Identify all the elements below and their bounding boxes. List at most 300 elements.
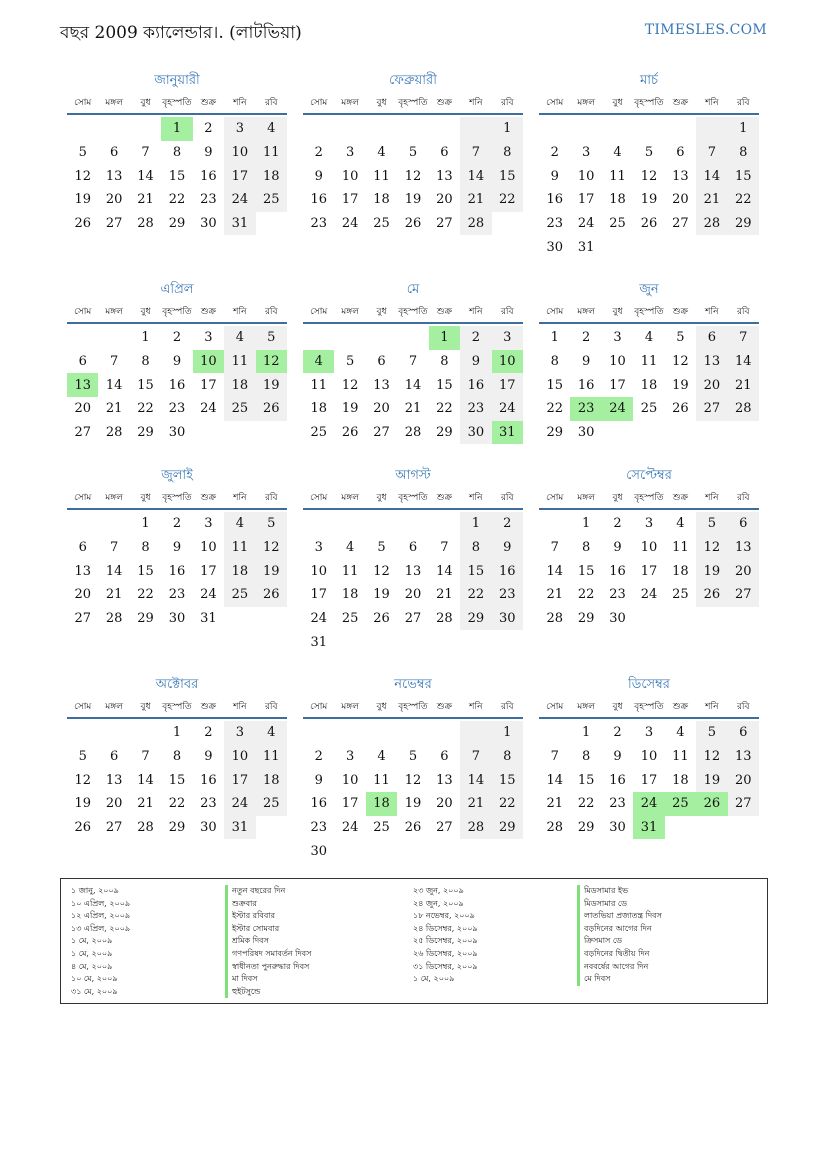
day-cell: 6 <box>728 512 759 536</box>
day-cell: 3 <box>644 725 654 741</box>
holiday-name: হুইটসুন্ডে <box>225 986 311 999</box>
weekday-label: মঙ্গল <box>577 702 595 712</box>
day-cell: 9 <box>581 354 591 370</box>
day-cell: 3 <box>345 145 355 161</box>
day-cell: 17 <box>200 377 217 393</box>
weekday-label: বৃহস্পতি <box>634 98 664 108</box>
day-cell: 25 <box>373 820 390 836</box>
day-cell: 7 <box>408 354 418 370</box>
empty-day-cell <box>539 721 570 745</box>
weekday-label: রবি <box>736 493 750 503</box>
day-cell: 8 <box>141 540 150 556</box>
weekday-label: শনি <box>705 493 719 503</box>
weekday-label: রবি <box>500 702 514 712</box>
day-cell: 19 <box>256 373 287 397</box>
day-cell: 6 <box>440 749 449 765</box>
holiday-name: মা দিবস <box>225 973 311 986</box>
weekday-label: মঙ্গল <box>341 98 359 108</box>
weekday-label: শনি <box>705 702 719 712</box>
day-grid <box>67 512 287 630</box>
empty-day-cell <box>397 326 428 350</box>
day-cell: 28 <box>460 212 491 236</box>
empty-day-cell <box>539 117 570 141</box>
day-cell: 16 <box>168 563 186 579</box>
day-cell: 26 <box>696 792 727 816</box>
month-name: মার্চ <box>639 73 658 88</box>
day-cell: 14 <box>728 350 759 374</box>
day-cell: 30 <box>577 425 595 441</box>
day-cell: 1 <box>429 326 460 350</box>
month-block <box>539 277 759 444</box>
day-cell: 27 <box>404 611 422 627</box>
day-cell: 1 <box>460 512 491 536</box>
weekday-label: মঙ্গল <box>105 307 123 317</box>
day-cell: 11 <box>341 563 359 579</box>
day-cell: 9 <box>204 145 213 161</box>
day-cell: 18 <box>640 377 658 393</box>
day-cell: 4 <box>224 326 255 350</box>
day-cell: 4 <box>676 516 685 532</box>
month-name: জুন <box>639 282 659 297</box>
day-cell: 14 <box>460 768 491 792</box>
day-cell: 29 <box>137 425 154 441</box>
weekday-label: মঙ্গল <box>105 98 123 108</box>
day-cell: 1 <box>492 117 523 141</box>
empty-day-cell <box>98 117 129 141</box>
weekday-label: শনি <box>705 98 719 108</box>
day-cell: 15 <box>168 168 186 184</box>
day-cell: 25 <box>609 216 626 232</box>
empty-day-cell <box>98 721 129 745</box>
day-cell: 11 <box>256 141 287 165</box>
day-cell: 30 <box>168 611 186 627</box>
day-cell: 28 <box>728 397 759 421</box>
day-cell: 27 <box>74 425 91 441</box>
day-cell: 16 <box>609 563 626 579</box>
day-cell: 15 <box>460 559 491 583</box>
empty-day-cell <box>366 117 397 141</box>
day-cell: 2 <box>550 145 559 161</box>
day-cell: 16 <box>577 377 595 393</box>
day-cell: 16 <box>200 772 217 788</box>
empty-day-cell <box>397 512 428 536</box>
day-cell: 29 <box>728 212 759 236</box>
day-cell: 24 <box>633 792 664 816</box>
day-cell: 20 <box>696 373 727 397</box>
day-cell: 15 <box>546 377 563 393</box>
weekday-header <box>303 698 523 719</box>
day-cell: 17 <box>310 587 327 603</box>
day-cell: 17 <box>492 373 523 397</box>
day-cell: 19 <box>404 796 422 812</box>
day-cell: 24 <box>577 216 595 232</box>
holiday-name: ইস্টার সোমবার <box>225 923 311 936</box>
day-cell: 6 <box>696 326 727 350</box>
day-cell: 2 <box>613 725 622 741</box>
holiday-date: ১ মে, ২০০৯ <box>413 974 455 984</box>
day-cell: 19 <box>341 401 359 417</box>
day-grid <box>303 512 523 654</box>
month-block <box>303 277 523 444</box>
holiday-name: মে দিবস <box>577 973 662 986</box>
empty-day-cell <box>303 721 334 745</box>
weekday-label: রবি <box>736 702 750 712</box>
day-cell: 8 <box>172 749 182 765</box>
day-cell: 19 <box>404 192 422 208</box>
holiday-date: ৩১ ডিসেম্বর, ২০০৯ <box>413 961 478 971</box>
day-cell: 17 <box>609 377 626 393</box>
weekday-label: শুক্র <box>436 493 453 503</box>
day-cell: 28 <box>460 816 491 840</box>
day-cell: 26 <box>404 820 422 836</box>
day-cell: 25 <box>224 583 255 607</box>
day-cell: 8 <box>492 745 523 769</box>
day-cell: 1 <box>581 725 591 741</box>
month-block <box>67 68 287 235</box>
day-cell: 31 <box>224 816 255 840</box>
day-cell: 30 <box>460 421 491 445</box>
weekday-label: বৃহস্পতি <box>398 493 428 503</box>
day-cell: 27 <box>672 216 689 232</box>
day-cell: 22 <box>168 192 186 208</box>
day-cell: 8 <box>581 540 591 556</box>
day-cell: 22 <box>168 796 186 812</box>
weekday-label: সোম <box>310 493 328 503</box>
day-cell: 5 <box>256 326 287 350</box>
day-cell: 13 <box>74 563 91 579</box>
day-cell: 6 <box>377 354 386 370</box>
holiday-date: ১০ এপ্রিল, ২০০৯ <box>71 898 131 908</box>
day-cell: 20 <box>74 587 91 603</box>
day-cell: 12 <box>404 772 422 788</box>
month-block <box>539 463 759 630</box>
weekday-label: বুধ <box>612 98 623 108</box>
weekday-label: বুধ <box>140 98 151 108</box>
empty-day-cell <box>98 326 129 350</box>
empty-day-cell <box>303 326 334 350</box>
weekday-label: সোম <box>74 493 92 503</box>
day-cell: 19 <box>74 796 91 812</box>
weekday-label: মঙ্গল <box>577 307 595 317</box>
day-cell: 13 <box>105 772 123 788</box>
day-cell: 22 <box>492 792 523 816</box>
weekday-label: শনি <box>469 702 483 712</box>
day-cell: 25 <box>672 587 689 603</box>
day-grid <box>67 326 287 444</box>
day-cell: 11 <box>609 168 626 184</box>
day-cell: 3 <box>345 749 355 765</box>
weekday-label: বৃহস্পতি <box>398 98 428 108</box>
weekday-label: রবি <box>500 307 514 317</box>
day-cell: 14 <box>137 772 154 788</box>
day-cell: 18 <box>310 401 327 417</box>
day-cell: 12 <box>373 563 390 579</box>
day-cell: 8 <box>440 354 449 370</box>
day-cell: 7 <box>460 745 491 769</box>
day-cell: 9 <box>314 168 323 184</box>
day-cell: 10 <box>640 540 658 556</box>
day-cell: 6 <box>408 540 418 556</box>
day-cell: 20 <box>105 192 123 208</box>
day-cell: 30 <box>492 607 523 631</box>
day-cell: 13 <box>105 168 123 184</box>
weekday-header <box>67 303 287 324</box>
weekday-label: রবি <box>500 493 514 503</box>
day-cell: 23 <box>310 820 327 836</box>
day-cell: 22 <box>577 796 595 812</box>
day-cell: 23 <box>609 587 626 603</box>
day-cell: 20 <box>74 401 91 417</box>
weekday-label: সোম <box>74 307 92 317</box>
weekday-label: শুক্র <box>672 493 689 503</box>
day-cell: 22 <box>546 401 563 417</box>
day-cell: 3 <box>644 516 654 532</box>
empty-day-cell <box>460 721 491 745</box>
day-cell: 9 <box>492 536 523 560</box>
day-cell: 4 <box>644 330 654 346</box>
weekday-header <box>67 489 287 510</box>
day-cell: 18 <box>224 559 255 583</box>
day-cell: 1 <box>172 725 182 741</box>
day-cell: 24 <box>310 611 327 627</box>
day-cell: 29 <box>492 816 523 840</box>
day-cell: 28 <box>137 216 154 232</box>
day-cell: 5 <box>696 721 727 745</box>
day-cell: 6 <box>676 145 685 161</box>
holiday-date: ১৩ এপ্রিল, ২০০৯ <box>71 923 131 933</box>
weekday-label: মঙ্গল <box>341 702 359 712</box>
day-cell: 5 <box>408 749 418 765</box>
day-cell: 16 <box>546 192 563 208</box>
day-cell: 7 <box>550 540 559 556</box>
day-cell: 29 <box>460 607 491 631</box>
day-cell: 21 <box>460 188 491 212</box>
day-cell: 13 <box>696 350 727 374</box>
weekday-label: বুধ <box>376 493 387 503</box>
day-cell: 7 <box>728 326 759 350</box>
day-cell: 10 <box>492 350 523 374</box>
empty-day-cell <box>429 721 460 745</box>
weekday-label: বুধ <box>140 702 151 712</box>
weekday-label: মঙ্গল <box>577 493 595 503</box>
day-cell: 4 <box>256 117 287 141</box>
day-cell: 20 <box>728 559 759 583</box>
day-grid <box>303 721 523 863</box>
weekday-label: সোম <box>546 307 564 317</box>
weekday-label: শনি <box>233 98 247 108</box>
day-cell: 31 <box>577 239 595 255</box>
holiday-date: ২৬ ডিসেম্বর, ২০০৯ <box>413 948 478 958</box>
day-cell: 30 <box>200 820 217 836</box>
weekday-label: সোম <box>310 98 328 108</box>
day-cell: 9 <box>204 749 213 765</box>
month-block <box>303 463 523 654</box>
day-cell: 22 <box>137 587 154 603</box>
day-cell: 14 <box>105 563 123 579</box>
day-cell: 26 <box>373 611 390 627</box>
holiday-name: গণপরিষদ সমাবর্তন দিবস <box>225 948 311 961</box>
day-cell: 9 <box>550 168 559 184</box>
day-cell: 21 <box>436 587 453 603</box>
weekday-label: শুক্র <box>672 702 689 712</box>
day-cell: 29 <box>436 425 453 441</box>
weekday-label: বুধ <box>140 307 151 317</box>
weekday-header <box>67 94 287 115</box>
day-cell: 20 <box>436 192 453 208</box>
weekday-header <box>539 489 759 510</box>
day-cell: 23 <box>460 397 491 421</box>
empty-day-cell <box>696 117 727 141</box>
day-cell: 12 <box>696 536 727 560</box>
day-cell: 25 <box>256 792 287 816</box>
holiday-date: ৪ মে, ২০০৯ <box>71 961 113 971</box>
day-cell: 24 <box>640 587 658 603</box>
day-cell: 18 <box>373 192 390 208</box>
day-cell: 17 <box>224 164 255 188</box>
day-cell: 26 <box>341 425 359 441</box>
day-cell: 23 <box>200 796 217 812</box>
empty-day-cell <box>429 117 460 141</box>
day-cell: 19 <box>672 377 689 393</box>
weekday-header <box>303 303 523 324</box>
day-cell: 19 <box>640 192 658 208</box>
day-cell: 12 <box>256 350 287 374</box>
day-cell: 25 <box>224 397 255 421</box>
day-cell: 9 <box>172 354 182 370</box>
day-grid <box>539 721 759 839</box>
weekday-label: সোম <box>546 98 564 108</box>
day-cell: 15 <box>728 164 759 188</box>
weekday-label: শুক্র <box>200 493 217 503</box>
day-cell: 23 <box>168 587 186 603</box>
day-cell: 2 <box>460 326 491 350</box>
day-cell: 22 <box>577 587 595 603</box>
day-cell: 3 <box>492 326 523 350</box>
day-cell: 12 <box>256 536 287 560</box>
day-cell: 6 <box>78 540 87 556</box>
month-block <box>67 463 287 630</box>
day-cell: 16 <box>168 377 186 393</box>
day-cell: 31 <box>633 816 664 840</box>
day-cell: 3 <box>314 540 323 556</box>
day-cell: 21 <box>546 796 563 812</box>
day-cell: 29 <box>168 216 186 232</box>
day-cell: 20 <box>436 796 453 812</box>
day-cell: 7 <box>460 141 491 165</box>
day-cell: 13 <box>436 772 453 788</box>
weekday-label: সোম <box>546 493 564 503</box>
day-cell: 16 <box>310 192 327 208</box>
day-cell: 3 <box>581 145 591 161</box>
month-name: সেপ্টেম্বর <box>626 468 672 483</box>
empty-day-cell <box>303 512 334 536</box>
day-cell: 14 <box>546 772 563 788</box>
day-cell: 2 <box>172 330 182 346</box>
day-cell: 11 <box>640 354 658 370</box>
day-cell: 19 <box>256 559 287 583</box>
day-cell: 24 <box>492 397 523 421</box>
month-name: অক্টোবর <box>155 677 199 692</box>
day-cell: 6 <box>78 354 87 370</box>
weekday-label: শুক্র <box>200 307 217 317</box>
day-cell: 27 <box>696 397 727 421</box>
day-cell: 22 <box>436 401 453 417</box>
day-grid <box>67 721 287 839</box>
day-cell: 5 <box>644 145 654 161</box>
day-cell: 10 <box>224 141 255 165</box>
day-grid <box>303 326 523 444</box>
holiday-name: মিডসামার ডে <box>577 898 662 911</box>
day-cell: 17 <box>577 192 595 208</box>
day-cell: 5 <box>676 330 685 346</box>
day-cell: 5 <box>78 145 87 161</box>
day-cell: 15 <box>137 377 154 393</box>
day-cell: 30 <box>609 611 626 627</box>
day-cell: 28 <box>105 425 123 441</box>
day-cell: 8 <box>460 536 491 560</box>
day-cell: 7 <box>109 540 119 556</box>
day-cell: 27 <box>728 792 759 816</box>
weekday-label: শুক্র <box>436 307 453 317</box>
day-cell: 26 <box>74 820 91 836</box>
day-cell: 23 <box>546 216 563 232</box>
day-cell: 9 <box>172 540 182 556</box>
day-cell: 27 <box>728 583 759 607</box>
day-cell: 30 <box>168 425 186 441</box>
day-cell: 4 <box>345 540 355 556</box>
day-cell: 22 <box>137 401 154 417</box>
day-cell: 21 <box>105 587 123 603</box>
day-cell: 26 <box>256 583 287 607</box>
day-cell: 24 <box>341 820 359 836</box>
day-cell: 1 <box>581 516 591 532</box>
weekday-label: বুধ <box>376 98 387 108</box>
day-cell: 19 <box>696 768 727 792</box>
empty-day-cell <box>397 721 428 745</box>
day-cell: 3 <box>224 721 255 745</box>
empty-day-cell <box>67 721 98 745</box>
day-cell: 19 <box>696 559 727 583</box>
month-name: নভেম্বর <box>394 677 432 692</box>
day-cell: 14 <box>460 164 491 188</box>
day-cell: 17 <box>640 772 658 788</box>
weekday-label: শনি <box>705 307 719 317</box>
day-cell: 5 <box>78 749 87 765</box>
weekday-label: বৃহস্পতি <box>162 493 192 503</box>
weekday-label: মঙ্গল <box>577 98 595 108</box>
site-link[interactable]: TIMESLES.COM <box>644 22 767 38</box>
day-cell: 21 <box>137 192 154 208</box>
day-cell: 5 <box>377 540 386 556</box>
day-cell: 17 <box>200 563 217 579</box>
day-cell: 15 <box>577 563 595 579</box>
day-cell: 8 <box>492 141 523 165</box>
day-cell: 2 <box>613 516 622 532</box>
day-cell: 11 <box>672 540 689 556</box>
day-cell: 11 <box>224 350 255 374</box>
empty-day-cell <box>570 117 601 141</box>
day-cell: 24 <box>602 397 633 421</box>
day-cell: 21 <box>105 401 123 417</box>
day-cell: 28 <box>404 425 422 441</box>
weekday-header <box>303 94 523 115</box>
day-cell: 25 <box>310 425 327 441</box>
day-cell: 21 <box>404 401 422 417</box>
day-cell: 10 <box>341 168 359 184</box>
day-cell: 13 <box>672 168 689 184</box>
day-cell: 24 <box>224 792 255 816</box>
empty-day-cell <box>334 117 365 141</box>
